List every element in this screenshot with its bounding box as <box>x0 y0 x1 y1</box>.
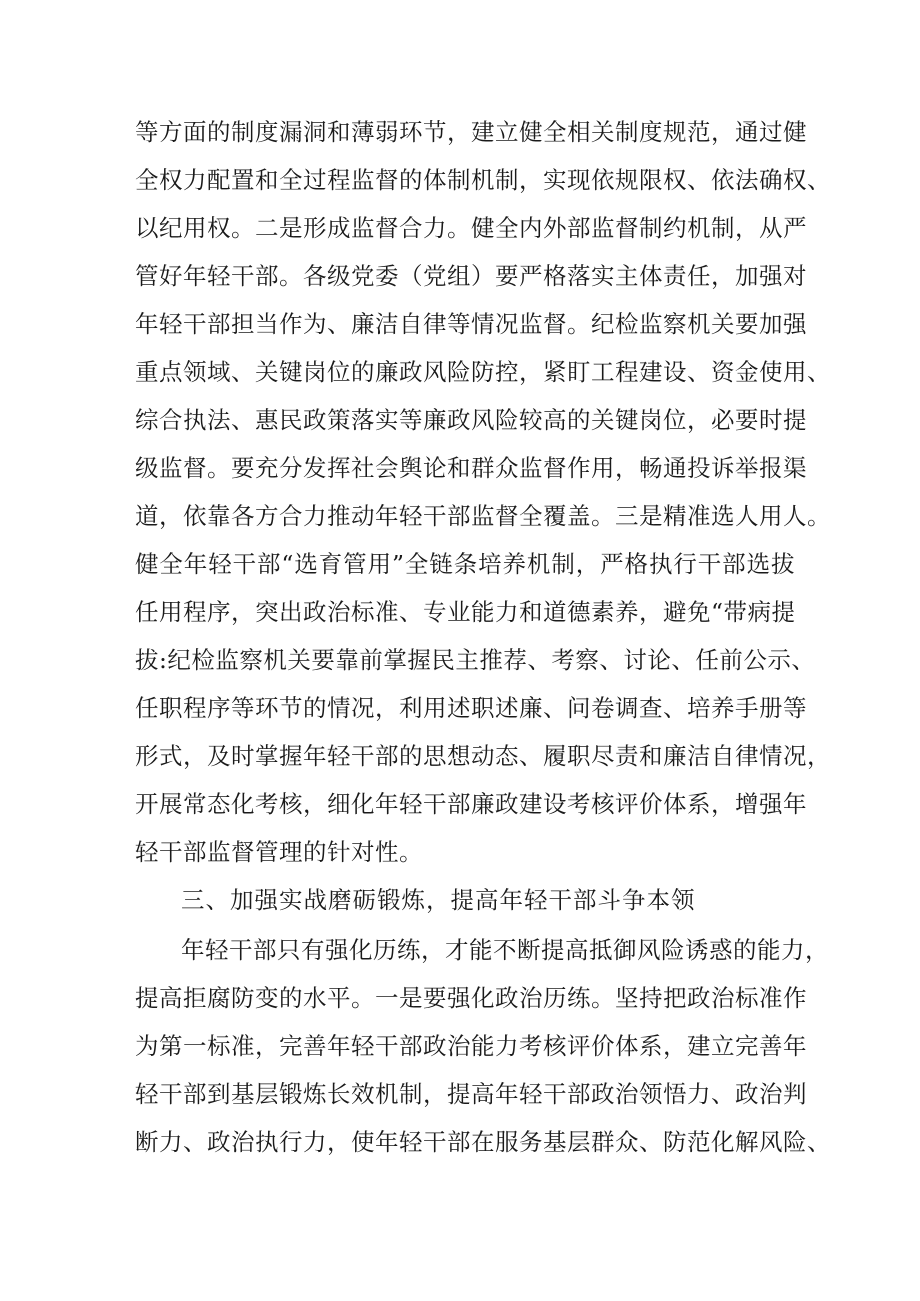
paragraph-line: 年轻干部担当作为、廉洁自律等情况监督。纪检监察机关要加强 <box>135 310 807 338</box>
paragraph-line: 综合执法、惠民政策落实等廉政风险较高的关键岗位，必要时提 <box>135 406 807 434</box>
paragraph-line: 为第一标准，完善年轻干部政治能力考核评价体系，建立完善年 <box>135 1032 807 1060</box>
paragraph-line: 轻干部监督管理的针对性。 <box>135 838 423 866</box>
paragraph-line: 任职程序等环节的情况，利用述职述廉、问卷调查、培养手册等 <box>135 694 807 722</box>
paragraph-line: 道，依靠各方合力推动年轻干部监督全覆盖。三是精准选人用人。 <box>135 502 831 530</box>
section-heading: 三、加强实战磨砺锻炼，提高年轻干部斗争本领 <box>181 886 696 914</box>
paragraph-line: 开展常态化考核，细化年轻干部廉政建设考核评价体系，增强年 <box>135 790 807 818</box>
paragraph-line: 断力、政治执行力，使年轻干部在服务基层群众、防范化解风险、 <box>135 1128 831 1156</box>
paragraph-line: 任用程序，突出政治标准、专业能力和道德素养，避免“带病提 <box>135 598 796 626</box>
paragraph-line: 拔:纪检监察机关要靠前掌握民主推荐、考察、讨论、任前公示、 <box>135 646 816 674</box>
paragraph-line: 管好年轻干部。各级党委（党组）要严格落实主体责任，加强对 <box>135 262 807 290</box>
paragraph-line: 重点领域、关键岗位的廉政风险防控，紧盯工程建设、资金使用、 <box>135 358 831 386</box>
paragraph-line: 等方面的制度漏洞和薄弱环节，建立健全相关制度规范，通过健 <box>135 118 807 146</box>
paragraph-line: 全权力配置和全过程监督的体制机制，实现依规限权、依法确权、 <box>135 166 831 194</box>
paragraph-line: 健全年轻干部“选育管用”全链条培养机制，严格执行干部选拔 <box>135 550 795 578</box>
paragraph-line: 轻干部到基层锻炼长效机制，提高年轻干部政治领悟力、政治判 <box>135 1080 807 1108</box>
paragraph-line: 年轻干部只有强化历练，才能不断提高抵御风险诱惑的能力， <box>181 936 829 964</box>
paragraph-line: 以纪用权。二是形成监督合力。健全内外部监督制约机制，从严 <box>135 214 807 242</box>
paragraph-line: 形式，及时掌握年轻干部的思想动态、履职尽责和廉洁自律情况， <box>135 742 831 770</box>
paragraph-line: 级监督。要充分发挥社会舆论和群众监督作用，畅通投诉举报渠 <box>135 454 807 482</box>
paragraph-line: 提高拒腐防变的水平。一是要强化政治历练。坚持把政治标准作 <box>135 984 807 1012</box>
